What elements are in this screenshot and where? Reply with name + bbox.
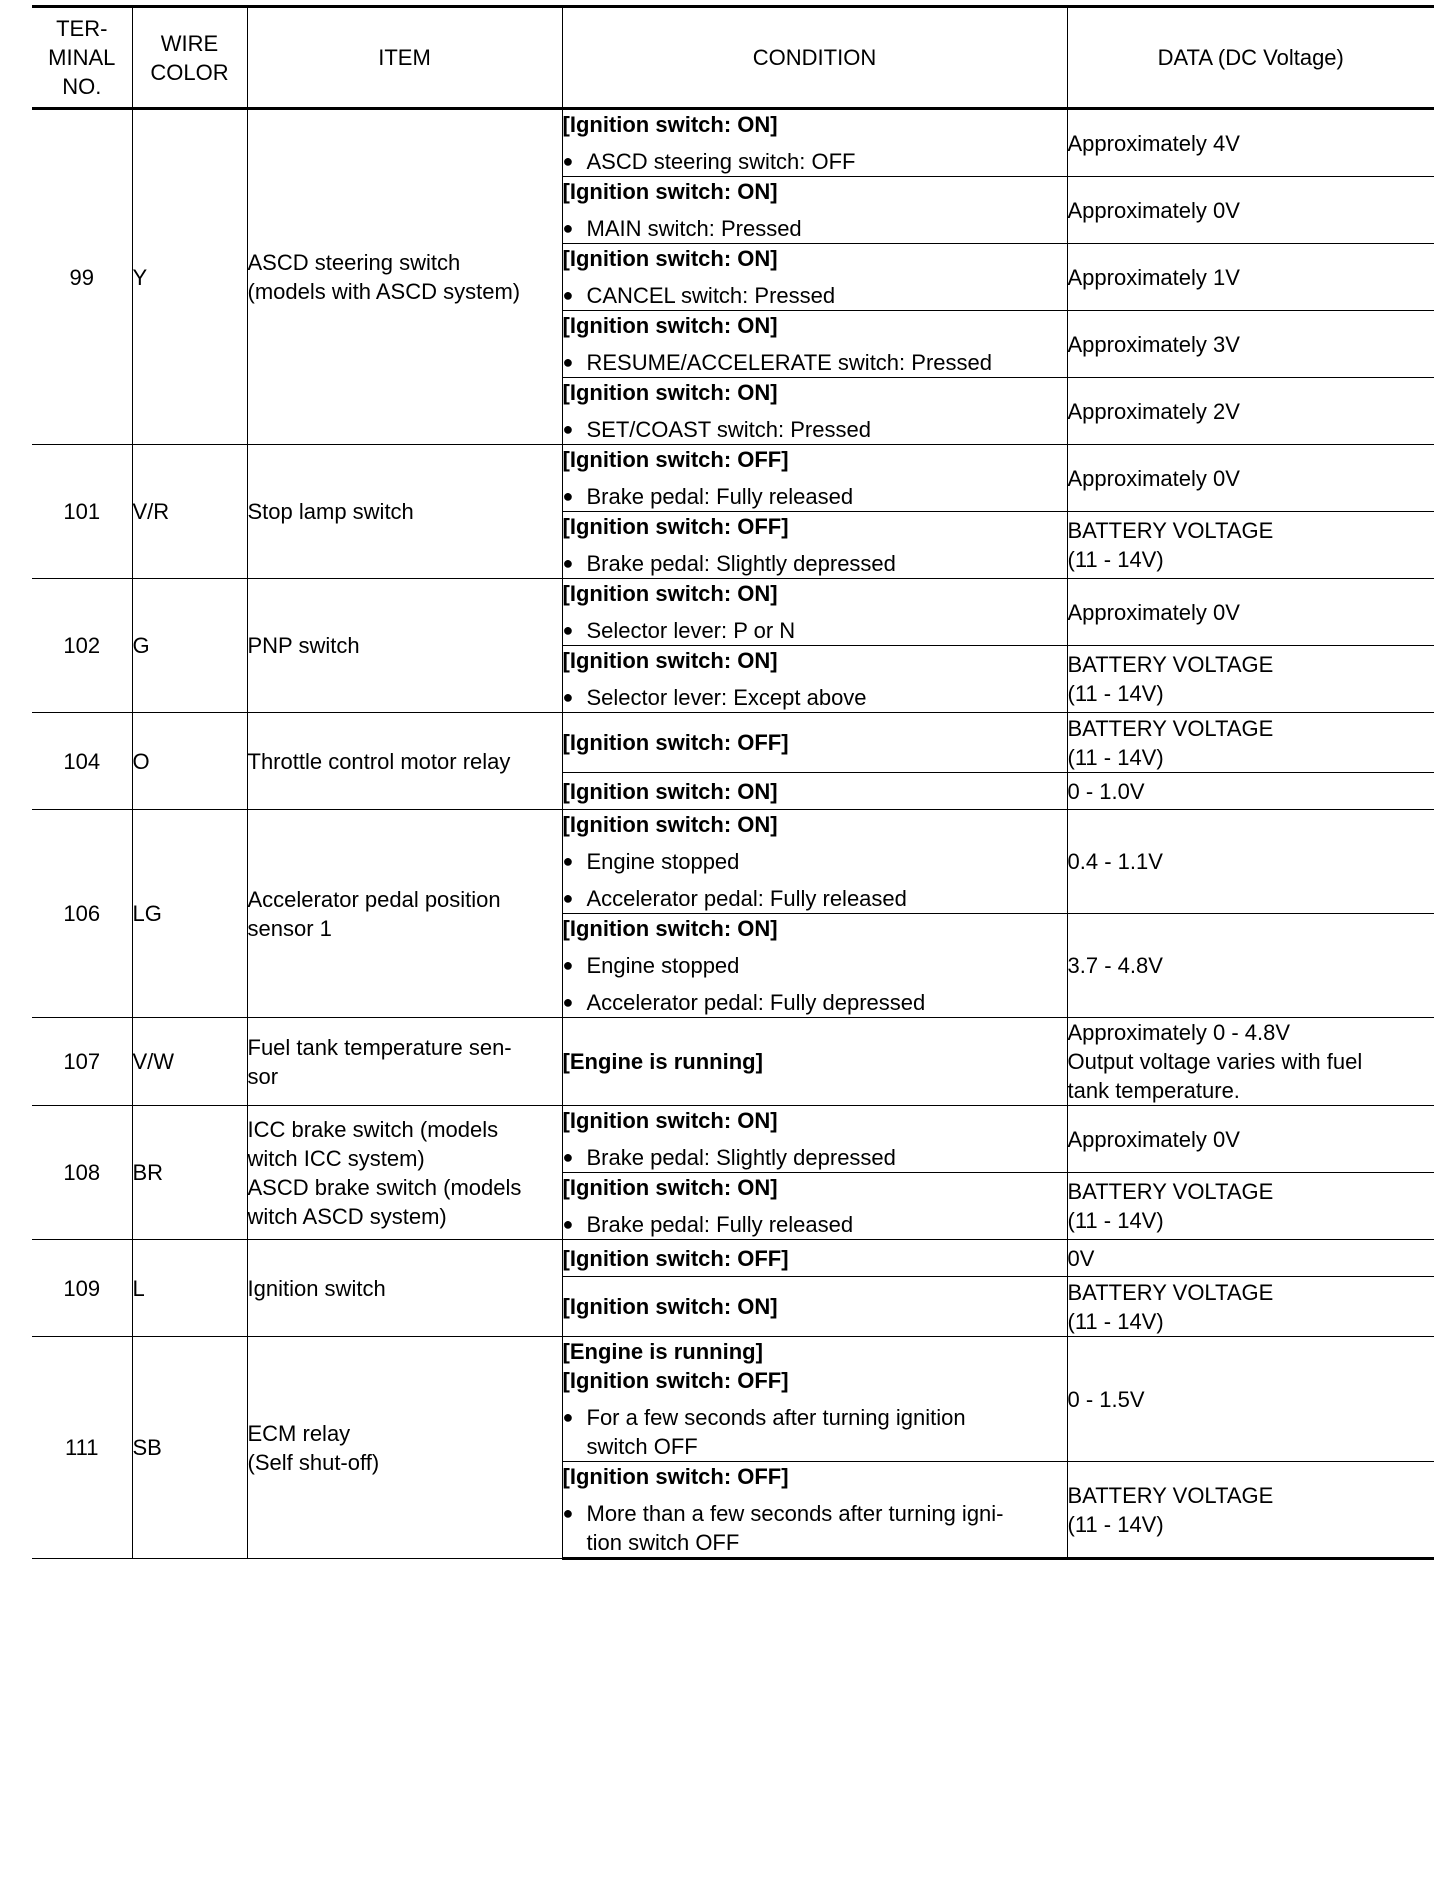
bullet-icon: ●: [562, 419, 574, 439]
table-row: [32, 109, 1434, 177]
wire-color-cell: O: [132, 713, 247, 810]
bullet-icon: ●: [562, 151, 574, 171]
bullet-icon: ●: [562, 851, 574, 871]
data-voltage-cell: 3.7 - 4.8V: [1067, 914, 1434, 1018]
bullet-item: [563, 683, 1067, 712]
data-voltage-cell: Approximately 0V: [1067, 177, 1434, 244]
wire-color-cell: L: [132, 1240, 247, 1337]
bullet-text: For a few seconds after turning ignition switch OFF: [586, 1405, 966, 1459]
condition-cell: [562, 109, 1067, 177]
bullet-icon: ●: [562, 955, 574, 975]
bullet-item: [563, 616, 1067, 645]
bullet-item: [563, 988, 1067, 1017]
table-row: [32, 1337, 1434, 1462]
header-wire-color: WIRE COLOR: [132, 7, 247, 109]
bullet-text: Accelerator pedal: Fully released: [586, 886, 907, 911]
data-voltage-cell: BATTERY VOLTAGE (11 - 14V): [1067, 512, 1434, 579]
ignition-condition: [Ignition switch: OFF]: [562, 1368, 789, 1393]
data-voltage-cell: 0 - 1.0V: [1067, 773, 1434, 810]
data-voltage-cell: 0 - 1.5V: [1067, 1337, 1434, 1462]
table-row: [32, 445, 1434, 512]
ignition-condition: [Ignition switch: OFF]: [562, 1464, 789, 1489]
header-condition: CONDITION: [562, 7, 1067, 109]
bullet-text: Accelerator pedal: Fully depressed: [586, 990, 926, 1015]
bullet-text: Brake pedal: Fully released: [586, 484, 854, 509]
bullet-icon: ●: [562, 888, 574, 908]
ignition-condition: [Ignition switch: OFF]: [562, 1245, 789, 1271]
bullet-text: Engine stopped: [586, 849, 740, 874]
data-voltage-cell: BATTERY VOLTAGE (11 - 14V): [1067, 646, 1434, 713]
condition-cell: [562, 914, 1067, 1018]
ignition-condition: [Ignition switch: ON]: [562, 1294, 778, 1319]
bullet-item: [563, 482, 1067, 511]
condition-cell: [562, 311, 1067, 378]
data-voltage-cell: Approximately 2V: [1067, 378, 1434, 445]
ignition-condition: [Ignition switch: ON]: [562, 313, 778, 338]
data-voltage-cell: 0V: [1067, 1240, 1434, 1277]
item-cell: Stop lamp switch: [247, 445, 562, 579]
bullet-item: [563, 1499, 1067, 1557]
wire-color-cell: BR: [132, 1106, 247, 1240]
terminal-number-cell: 101: [32, 445, 132, 579]
ignition-condition: [Ignition switch: ON]: [562, 1108, 778, 1133]
bullet-icon: ●: [562, 352, 574, 372]
ignition-condition: [Ignition switch: OFF]: [562, 514, 789, 539]
item-cell: ECM relay (Self shut-off): [247, 1337, 562, 1559]
bullet-item: [563, 415, 1067, 444]
table-row: [32, 579, 1434, 646]
wire-color-cell: SB: [132, 1337, 247, 1559]
item-cell: Ignition switch: [247, 1240, 562, 1337]
ignition-condition: [Ignition switch: ON]: [562, 581, 778, 606]
table-row: [32, 1018, 1434, 1106]
item-cell: Throttle control motor relay: [247, 713, 562, 810]
ignition-condition: [Ignition switch: ON]: [562, 778, 778, 804]
item-cell: ICC brake switch (models witch ICC system) ASCD brake switch (models witch ASCD system): [247, 1106, 562, 1240]
data-voltage-cell: Approximately 0V: [1067, 579, 1434, 646]
bullet-text: MAIN switch: Pressed: [586, 216, 802, 241]
bullet-icon: ●: [562, 486, 574, 506]
condition-cell: [562, 1277, 1067, 1337]
data-voltage-cell: 0.4 - 1.1V: [1067, 810, 1434, 914]
condition-cell: [562, 713, 1067, 773]
condition-cell: [562, 445, 1067, 512]
condition-cell: [562, 646, 1067, 713]
condition-cell: [562, 1337, 1067, 1462]
bullet-text: RESUME/ACCELERATE switch: Pressed: [586, 350, 992, 375]
item-cell: ASCD steering switch (models with ASCD system): [247, 109, 562, 445]
ignition-condition: [Ignition switch: ON]: [562, 246, 778, 271]
bullet-item: [563, 147, 1067, 176]
data-voltage-cell: Approximately 4V: [1067, 109, 1434, 177]
bullet-text: Selector lever: Except above: [586, 685, 867, 710]
table-row: [32, 713, 1434, 773]
terminal-number-cell: 104: [32, 713, 132, 810]
header-item: ITEM: [247, 7, 562, 109]
ignition-condition: [Ignition switch: ON]: [562, 916, 778, 941]
terminal-number-cell: 99: [32, 109, 132, 445]
data-voltage-cell: Approximately 0V: [1067, 1106, 1434, 1173]
ignition-condition: [Engine is running]: [562, 1339, 763, 1364]
header-data: DATA (DC Voltage): [1067, 7, 1434, 109]
wire-color-cell: V/W: [132, 1018, 247, 1106]
terminal-number-cell: 108: [32, 1106, 132, 1240]
wire-color-cell: LG: [132, 810, 247, 1018]
data-voltage-cell: Approximately 3V: [1067, 311, 1434, 378]
bullet-icon: ●: [562, 285, 574, 305]
bullet-icon: ●: [562, 1503, 574, 1523]
bullet-item: [563, 1210, 1067, 1239]
wire-color-cell: G: [132, 579, 247, 713]
bullet-item: [563, 549, 1067, 578]
bullet-icon: ●: [562, 1407, 574, 1427]
bullet-item: [563, 884, 1067, 913]
bullet-icon: ●: [562, 992, 574, 1012]
header-row: [32, 7, 1434, 109]
item-cell: PNP switch: [247, 579, 562, 713]
bullet-text: Brake pedal: Slightly depressed: [586, 551, 896, 576]
data-voltage-cell: BATTERY VOLTAGE (11 - 14V): [1067, 1277, 1434, 1337]
condition-cell: [562, 579, 1067, 646]
terminal-number-cell: 111: [32, 1337, 132, 1559]
table-row: [32, 810, 1434, 914]
bullet-text: Brake pedal: Slightly depressed: [586, 1145, 896, 1170]
data-voltage-cell: BATTERY VOLTAGE (11 - 14V): [1067, 1173, 1434, 1240]
bullet-text: Selector lever: P or N: [586, 618, 796, 643]
terminal-number-cell: 106: [32, 810, 132, 1018]
ignition-condition: [Ignition switch: OFF]: [562, 730, 789, 755]
bullet-item: [563, 1403, 1067, 1461]
bullet-icon: ●: [562, 553, 574, 573]
condition-cell: [562, 177, 1067, 244]
data-voltage-cell: Approximately 0V: [1067, 445, 1434, 512]
condition-cell: [562, 773, 1067, 810]
table-body: [32, 109, 1434, 1559]
bullet-text: CANCEL switch: Pressed: [586, 283, 836, 308]
table-row: [32, 1240, 1434, 1277]
bullet-icon: ●: [562, 687, 574, 707]
bullet-item: [563, 1143, 1067, 1172]
item-cell: Accelerator pedal position sensor 1: [247, 810, 562, 1018]
condition-cell: [562, 244, 1067, 311]
condition-cell: [562, 1240, 1067, 1277]
condition-cell: [562, 378, 1067, 445]
ignition-condition: [Ignition switch: ON]: [562, 380, 778, 405]
condition-cell: [562, 512, 1067, 579]
item-cell: Fuel tank temperature sen- sor: [247, 1018, 562, 1106]
terminal-data-table: [32, 5, 1434, 1560]
header-terminal-no: TER- MINAL NO.: [32, 7, 132, 109]
bullet-item: [563, 951, 1067, 980]
condition-cell: [562, 1462, 1067, 1559]
ignition-condition: [Engine is running]: [562, 1049, 763, 1074]
data-voltage-cell: BATTERY VOLTAGE (11 - 14V): [1067, 713, 1434, 773]
bullet-text: Engine stopped: [586, 953, 740, 978]
ignition-condition: [Ignition switch: ON]: [562, 1175, 778, 1200]
ignition-condition: [Ignition switch: ON]: [562, 179, 778, 204]
wire-color-cell: V/R: [132, 445, 247, 579]
data-voltage-cell: BATTERY VOLTAGE (11 - 14V): [1067, 1462, 1434, 1559]
condition-cell: [562, 1018, 1067, 1106]
bullet-item: [563, 847, 1067, 876]
condition-cell: [562, 1106, 1067, 1173]
bullet-icon: ●: [562, 1214, 574, 1234]
bullet-item: [563, 214, 1067, 243]
bullet-icon: ●: [562, 620, 574, 640]
bullet-icon: ●: [562, 1147, 574, 1167]
data-voltage-cell: Approximately 0 - 4.8V Output voltage varies with fuel tank temperature.: [1067, 1018, 1434, 1106]
ignition-condition: [Ignition switch: ON]: [562, 812, 778, 837]
data-voltage-cell: Approximately 1V: [1067, 244, 1434, 311]
condition-cell: [562, 810, 1067, 914]
bullet-text: SET/COAST switch: Pressed: [586, 417, 871, 442]
bullet-item: [563, 348, 1067, 377]
terminal-number-cell: 107: [32, 1018, 132, 1106]
ignition-condition: [Ignition switch: OFF]: [562, 447, 789, 472]
terminal-number-cell: 109: [32, 1240, 132, 1337]
table-row: [32, 1106, 1434, 1173]
bullet-text: Brake pedal: Fully released: [586, 1212, 854, 1237]
bullet-icon: ●: [562, 218, 574, 238]
ignition-condition: [Ignition switch: ON]: [562, 112, 778, 137]
bullet-item: [563, 281, 1067, 310]
wire-color-cell: Y: [132, 109, 247, 445]
terminal-number-cell: 102: [32, 579, 132, 713]
bullet-text: More than a few seconds after turning igni- tion switch OFF: [586, 1501, 1004, 1555]
bullet-text: ASCD steering switch: OFF: [586, 149, 856, 174]
ignition-condition: [Ignition switch: ON]: [562, 648, 778, 673]
condition-cell: [562, 1173, 1067, 1240]
